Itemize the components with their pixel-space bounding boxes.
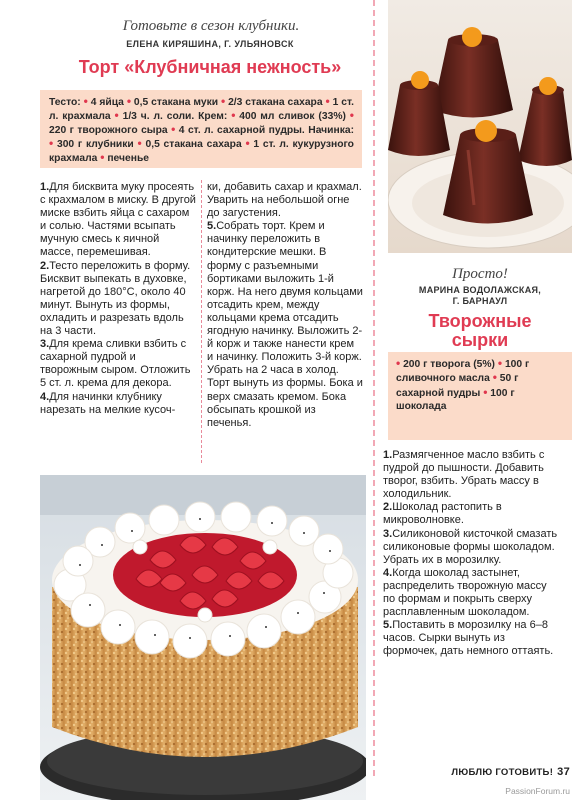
step-text: Для бисквита муку просеять с крахмалом в миску. В другой миске взбить яйца с сахаром и солью. Частями всыпать мучную смесь к яичной массе, перемешивая. — [40, 181, 196, 259]
step-number: 5. — [207, 220, 217, 233]
bullet-icon: • — [396, 356, 401, 370]
bullet-icon: • — [497, 356, 503, 370]
ingredient-item: 50 г сахарной пудры — [396, 373, 519, 399]
step-text: Поставить в морозилку на 6–8 часов. Сырки вынуть из формочек, дать немного оттаять. — [383, 619, 554, 658]
chocolate-curd-bars-photo — [388, 0, 572, 253]
bullet-icon: • — [349, 108, 354, 122]
ingredients-box — [388, 352, 572, 440]
step-text: Тесто переложить в форму. Бисквит выпекать в духовке, нагретой до 180°С, около 40 минут. Вынуть из формы, охладить и разрезать вдоль на 3 части. — [40, 259, 191, 338]
ingredient-item: Тесто: — [49, 97, 81, 108]
step-number: 2. — [383, 501, 393, 514]
ingredient-item: 100 г сливочного масла — [396, 359, 530, 385]
title-line: сырки — [451, 330, 509, 350]
bullet-icon: • — [220, 94, 226, 108]
step-text: Для крема сливки взбить с сахарной пудрой и творожным сыром. Отложить 5 ст. л. крема для декора. — [40, 338, 191, 390]
ingredient-item: 1/3 ч. л. соли. Крем: — [122, 111, 228, 122]
ingredient-item: 4 ст. л. сахарной пудры. Начинка: — [178, 125, 354, 136]
bullet-icon: • — [231, 108, 236, 122]
step-paragraph — [207, 181, 363, 220]
step-paragraph — [40, 260, 196, 339]
column-divider — [201, 180, 202, 463]
bullet-icon: • — [171, 122, 176, 136]
step-number: 5. — [383, 619, 393, 632]
magazine-name: ЛЮБЛЮ ГОТОВИТЬ! — [451, 767, 554, 778]
step-number: 3. — [40, 338, 50, 351]
step-paragraph — [383, 449, 559, 501]
step-paragraph — [383, 567, 559, 619]
recipe-kicker: Готовьте в сезон клубники. — [122, 18, 300, 34]
bullet-icon: • — [49, 136, 54, 150]
recipe-kicker: Просто! — [452, 266, 508, 282]
ingredient-item: 2/3 стакана сахара — [228, 97, 323, 108]
ingredient-item: 1 ст. л. кукурузного крахмала — [49, 139, 354, 164]
recipe-title — [392, 312, 568, 350]
step-number: 3. — [383, 527, 393, 540]
ingredient-item: 0,5 стакана муки — [133, 97, 219, 108]
step-number: 4. — [40, 390, 50, 403]
bullet-icon: • — [492, 370, 497, 385]
step-text: Размягченное масло взбить с пудрой до пышности. Добавить творог, взбить. Убрать массу в холодильник. — [383, 449, 545, 501]
bullet-icon: • — [245, 136, 250, 150]
column-separator — [373, 0, 375, 776]
page-footer — [400, 766, 570, 778]
bullet-icon: • — [325, 94, 330, 108]
recipe-author: ЕЛЕНА КИРЯШИНА, Г. УЛЬЯНОВСК — [126, 39, 294, 49]
ingredient-item: 1 ст. л. крахмала — [49, 97, 354, 122]
step-paragraph — [207, 220, 363, 430]
ingredient-item: 0,5 стакана сахара — [145, 139, 242, 150]
ingredient-item: 220 г творожного сыра — [49, 125, 168, 136]
ingredient-item: 200 г творога (5%) — [403, 359, 495, 370]
step-number: 1. — [40, 181, 50, 193]
step-number: 2. — [40, 259, 50, 272]
step-text: Для начинки клубнику нарезать на мелкие кусоч- — [40, 390, 176, 416]
step-paragraph — [40, 181, 196, 260]
step-text: Силиконовой кисточкой смазать силиконовые формы шоколадом. Убрать их в морозилку. — [383, 527, 558, 566]
watermark: PassionForum.ru — [505, 786, 570, 796]
recipe-author — [392, 285, 568, 307]
step-paragraph — [40, 391, 196, 417]
strawberry-cake-photo — [40, 475, 366, 800]
step-paragraph — [383, 501, 559, 527]
page-number: 37 — [557, 766, 570, 778]
bullet-icon: • — [483, 384, 488, 399]
bullet-icon: • — [126, 94, 132, 108]
step-text: ки, добавить сахар и крахмал. Уварить на небольшой огне до загустения. — [207, 181, 362, 220]
ingredient-item: 400 мл сливок (33%) — [239, 111, 346, 122]
ingredient-item: 4 яйца — [90, 97, 124, 108]
step-text: Шоколад растопить в микроволновке. — [383, 501, 502, 527]
bullet-icon: • — [83, 94, 88, 108]
ingredient-item: 100 г шоколада — [396, 387, 515, 413]
author-name: МАРИНА ВОДОЛАЖСКАЯ, — [418, 285, 542, 295]
steps-column-1 — [40, 181, 196, 417]
ingredient-item: 300 г клубники — [56, 139, 134, 150]
title-line: Творожные — [428, 311, 532, 331]
step-paragraph — [383, 528, 559, 567]
steps-column-right — [383, 449, 559, 659]
step-paragraph — [383, 619, 559, 658]
step-number: 4. — [383, 566, 393, 579]
author-city: Г. БАРНАУЛ — [452, 296, 508, 306]
bullet-icon: • — [137, 136, 142, 150]
ingredient-item: печенье — [107, 153, 149, 164]
recipe-title: Торт «Клубничная нежность» — [78, 57, 342, 77]
bullet-icon: • — [100, 150, 105, 164]
step-paragraph — [40, 338, 196, 390]
bullet-icon: • — [114, 108, 119, 122]
ingredients-box — [40, 90, 362, 168]
step-text: Собрать торт. Крем и начинку переложить в кондитерские мешки. В форму с разъемными бортиками выложить 1-й корж. На него двумя кольцами отсадить крем, между кольцами крема отсадить ягодную начинку. Выложить 2-й корж и также нанести крем и начинку. Положить 3-й корж. Убрать на 2 часа в холод. Торт вынуть из формы. Бока и верх смазать кремом. Бока обсыпать крошкой из печенья. — [207, 220, 363, 429]
steps-column-2 — [207, 181, 363, 430]
step-text: Когда шоколад застынет, распределить творожную массу по формам и покрыть сверху расплавленным шоколадом. — [383, 566, 547, 619]
step-number: 1. — [383, 449, 393, 461]
